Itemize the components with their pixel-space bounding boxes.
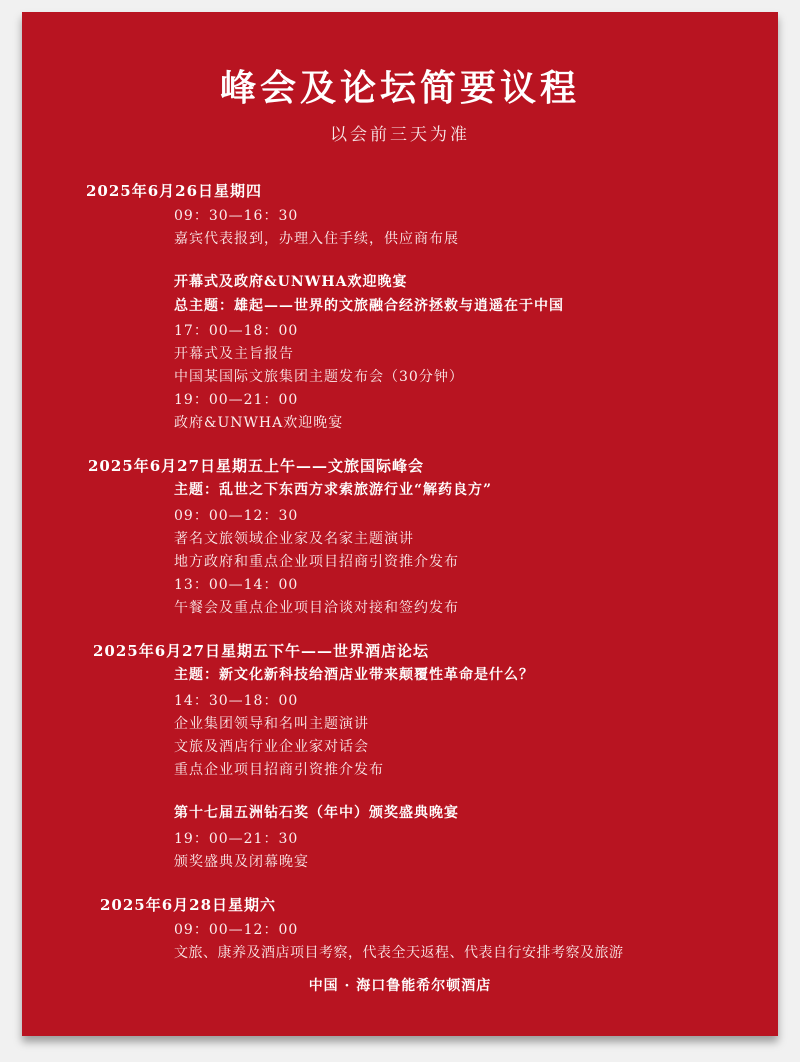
venue-footer: 中国 · 海口鲁能希尔顿酒店 — [308, 978, 492, 994]
day2am-desc2: 午餐会及重点企业项目洽谈对接和签约发布 — [174, 600, 459, 616]
day1-time3: 19：00—21：00 — [174, 392, 299, 408]
day2am-date: 2025年6月27日星期五上午——文旅国际峰会 — [88, 457, 425, 475]
day2pm-event: 第十七届五洲钻石奖（年中）颁奖盛典晚宴 — [174, 805, 459, 821]
day2pm-time1: 14：30—18：00 — [174, 693, 299, 709]
day2pm-theme: 主题：新文化新科技给酒店业带来颠覆性革命是什么？ — [174, 667, 534, 683]
day1-date: 2025年6月26日星期四 — [86, 182, 263, 200]
day2pm-desc1c: 重点企业项目招商引资推介发布 — [174, 762, 384, 778]
agenda-poster — [22, 12, 778, 1036]
day1-desc3: 政府&UNWHA欢迎晚宴 — [174, 415, 344, 431]
day1-time1: 09：30—16：30 — [174, 208, 299, 224]
day2am-desc1a: 著名文旅领域企业家及名家主题演讲 — [174, 531, 414, 547]
day2pm-date: 2025年6月27日星期五下午——世界酒店论坛 — [93, 642, 430, 660]
day1-desc2b: 中国某国际文旅集团主题发布会（30分钟） — [174, 369, 464, 385]
day1-desc1: 嘉宾代表报到，办理入住手续，供应商布展 — [174, 231, 459, 247]
day2pm-desc1b: 文旅及酒店行业企业家对话会 — [174, 739, 369, 755]
day3-date: 2025年6月28日星期六 — [100, 896, 277, 914]
day3-desc1: 文旅、康养及酒店项目考察，代表全天返程、代表自行安排考察及旅游 — [174, 945, 624, 961]
day1-desc2a: 开幕式及主旨报告 — [174, 346, 294, 362]
day3-time1: 09：00—12：00 — [174, 922, 299, 938]
day2am-desc1b: 地方政府和重点企业项目招商引资推介发布 — [174, 554, 459, 570]
page-title: 峰会及论坛简要议程 — [219, 67, 580, 109]
day1-event: 开幕式及政府&UNWHA欢迎晚宴 — [174, 274, 408, 290]
day2pm-desc1a: 企业集团领导和名叫主题演讲 — [174, 716, 369, 732]
day1-theme: 总主题：雄起——世界的文旅融合经济拯救与逍遥在于中国 — [174, 298, 564, 314]
day2pm-time2: 19：00—21：30 — [174, 831, 299, 847]
day2am-time2: 13：00—14：00 — [174, 577, 299, 593]
page-subtitle: 以会前三天为准 — [330, 125, 470, 145]
day2pm-desc2: 颁奖盛典及闭幕晚宴 — [174, 854, 309, 870]
day1-time2: 17：00—18：00 — [174, 323, 299, 339]
day2am-time1: 09：00—12：30 — [174, 508, 299, 524]
day2am-theme: 主题：乱世之下东西方求索旅游行业“解药良方” — [174, 482, 493, 498]
